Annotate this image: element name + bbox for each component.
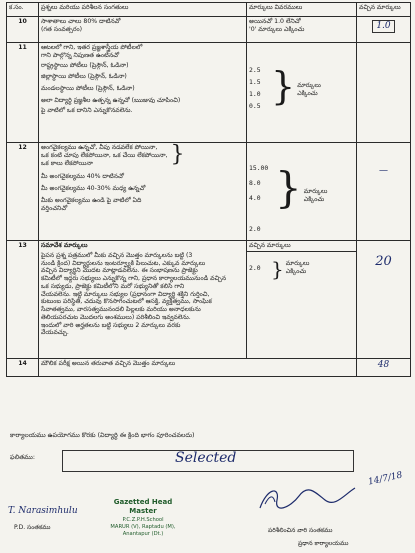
marks-detail-line: అయినచో 1.0 లేనిచో [249,18,301,25]
criteria-line: జిల్లాస్థాయి పోటీలు (ప్రెస్గౌన్, ఓడినా) [41,73,127,81]
row-sno: 11 [7,43,39,143]
office-use-note: కార్యాలయము ఉపయోగము కొరకు (విద్యార్థి ఈ క్రింది భాగం పూరించవలదు) [10,432,195,439]
criteria-line: వచ్చిన విద్యార్థిని మొదట మాట్లాడవలెను. ఈ సంభాషణను ప్రాజెక్టు [41,267,198,275]
criteria-line: మీ అంగవైకల్యము 40% దాటినచో [41,173,124,181]
mark-value: 1.0 [249,90,261,98]
row-sno: 12 [7,143,39,241]
table-row [7,17,411,43]
marks-label-line: మార్కులు [285,259,310,267]
criteria-line: రాష్ట్రస్థాయి పోటీలు (ప్రెస్గౌన్, ఓడినా) [41,61,129,69]
date-mark: 14/7/18 [367,470,404,488]
header-criteria: ప్రశ్నలు మరియు పరిశీలన సంగతులు [39,3,247,17]
criteria-line: వేయవచ్చు. [41,329,69,337]
table-row [7,143,411,241]
awarded-mark: 1.0 [372,20,394,33]
mark-value: 15.00 [249,164,269,172]
criteria-line: పైపన ప్రశ్న పత్రములో మీకు వచ్చిన మొత్తం మార్కులను బట్టి (3 [41,251,193,259]
marks-label-line: ఎక్కించు [303,195,325,203]
criteria-line: సేవాతత్వము, వారసత్వమునందలి పిల్లలకు మరియు అనాధలకును [41,306,201,313]
marks-values-group [249,66,354,114]
decision-value: Selected [175,450,237,466]
criteria-line: వర్తించనిచో [41,204,68,212]
criteria-line: (గత సంవత్సరం) [41,25,83,33]
pd-signature: T. Narasimhulu [8,506,78,516]
marks-values-group [247,252,356,280]
section-title: సమావేశ మార్కులు [41,242,88,249]
pd-title: P.D. సంతకము [14,524,51,531]
total-mark: 48 [377,360,390,370]
criteria-line: గాని పాల్గొన్న నిపుణత ఉంటినచో [41,51,120,59]
stamp-line: Anantapur (Dt.) [122,530,164,537]
marks-values [249,66,271,114]
criteria-line: చేయవలెను. ఇట్టి మార్కులు సభ్యుల (ప్రధానంగా విద్యార్థి శక్తిని గుర్తించి, [41,290,210,298]
marks-label [286,260,310,280]
row-criteria [39,43,247,143]
mark-value: 0.5 [249,102,261,110]
stamp-line: Gazetted Head Master [113,498,173,516]
criteria-line: కమిటీలో ఇద్దరు సభ్యులు ఎన్నుకొన్న గాని, ప్రధాన కార్యాలయమునుండి వచ్చిన [41,275,227,282]
mark-value: 2.0 [249,225,261,233]
row-criteria [39,241,247,359]
criteria-line: ఒక కంటి చూపు లేకపోయినా, ఒక చేయి లేకపోయినా, [41,151,168,159]
marks-label-line: మార్కులు [303,188,328,195]
mark-value: 1.5 [249,78,261,86]
table-row [7,241,411,359]
marks-detail-line: '0' మార్కులు ఎక్కించు [249,25,305,33]
marks-values-group [249,164,354,237]
row-marks-detail [247,17,357,43]
examiner-title: పరిశీలించిన వారి సంతకము [268,527,333,534]
brace-icon: } [275,163,302,212]
row-criteria [39,143,247,241]
criteria-line: తెలియపరచుట మొదలగు అంశములు) పరిశీలించి ఇవ్వవలెను. [41,313,191,321]
criteria-line: ఒక కాలు లేకపోయినా [41,159,93,167]
criteria-line: అంగవైకల్యము ఉన్నచో, వీపు నడవలేక పోయినా, [41,144,158,151]
row-criteria [39,17,247,43]
criteria-line: ఇందులో వారి అర్హతలను బట్టి సభ్యులు 2 మార్కులు వరకు [41,321,181,329]
stamp-line: MARUR (V), Raptadu (M), [110,523,176,530]
awarded-mark: 20 [375,254,392,269]
marks-title: వచ్చిన మార్కులు [247,241,356,252]
row-awarded-cell [357,241,411,359]
marks-label [304,188,328,237]
mark-value: 8.0 [249,179,261,187]
row-sno: 13 [7,241,39,359]
brace-icon: } [170,142,185,167]
row-marks-detail [247,43,357,143]
header-sno: క.సం. [7,3,39,17]
mark-value: 4.0 [249,194,261,202]
row-marks-detail [247,241,357,359]
decision-label: ఫలితము: [10,454,35,461]
marks-label [297,82,321,114]
table-header-row [7,3,411,17]
criteria-line: మీకు అంగవైకల్యము ఉండి పై వాటిలో ఏది [41,196,142,204]
header-marks-detail: మార్కులు వివరములు [247,3,357,17]
row-marks-detail [247,143,357,241]
row-awarded-cell [357,143,411,241]
row-criteria [39,359,357,377]
row-sno: 14 [7,359,39,377]
criteria-line: నుండి క్రింద) విద్యార్థులను ఇంటర్వ్యూకి పిలుచుట, ఎక్కువ మార్కులు [41,259,206,267]
table-row [7,359,411,377]
criteria-line: ఆటలలో గాని, ఇతర ప్రజ్ఞశాస్త్రీయ పోటీలలో [41,44,143,51]
marks-label-line: మార్కులు [297,82,321,89]
stamp-line: P.C.Z.P.H.School [122,516,164,523]
criteria-line: మీ అంగవైకల్యము 40-30% మధ్య ఉన్నచో [41,185,146,192]
marks-label-line: ఎక్కించు [285,267,307,275]
row-sno: 10 [7,17,39,43]
row-awarded-cell [357,359,411,377]
mark-value: 2.0 [249,263,261,272]
table-row [7,43,411,143]
office-title: ప్రధాన కార్యాలయము [298,540,349,547]
examiner-signature-icon [255,478,385,518]
criteria-line: మౌలిక పరీక్ష అయిన తరువాత వచ్చిన మొత్తం మార్కులు [41,360,176,367]
criteria-line: కుటుంబ పరిస్థితి, చదువు కొనసాగించుటలో ఆసక్తి, వ్యక్తిత్వము, సాంఘిక [41,298,212,306]
marks-values [249,164,275,237]
mark-value: 2.5 [249,66,261,74]
brace-icon: } [271,64,296,108]
awarded-mark: — [379,166,388,176]
criteria-group [41,144,244,167]
row-awarded-cell [357,43,411,143]
row-awarded-cell [357,17,411,43]
header-awarded: వచ్చిన మార్కులు [357,3,411,17]
marks-label-line: ఎక్కించు [297,89,318,97]
criteria-line: పై వాటిలో ఒక దానిని ఎన్నుకొనవలెను. [41,106,133,114]
school-stamp [100,498,186,540]
brace-icon: } [271,256,284,281]
marks-table [6,2,411,377]
criteria-line: మండలస్థాయి పోటీలు (ప్రెస్గౌన్, ఓడినా) [41,85,135,92]
criteria-lines [41,144,167,167]
criteria-line: అలా విద్యార్థి ప్రజ్ఞశీల ఉత్పన్న ఉన్నచో (ఋజువు చూపించి) [41,96,181,104]
criteria-line: సాశాతాలు చాలు 80% దాటినవో [41,18,121,25]
criteria-line: ఒక సభ్యుడు, ప్రాజెక్టు కమిటీలోని మరో సభ్యునితో కలిసి గాని [41,282,185,290]
